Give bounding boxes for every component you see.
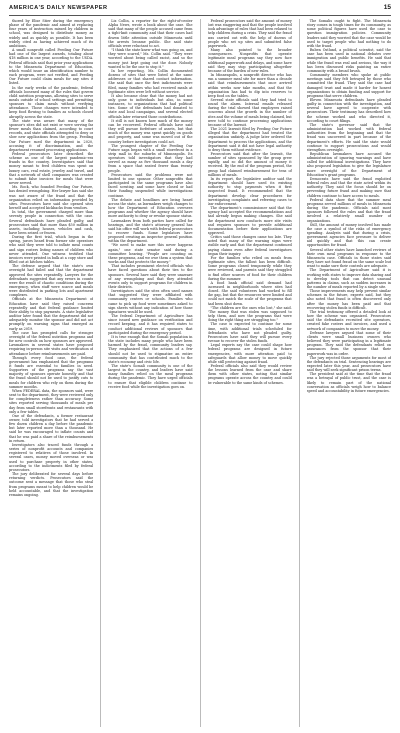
article-paragraph: During the first trial, which began in the spring, jurors heard from former site operators who said they were told to inflate meal counts and sign rosters listing names of children who never attended. One witness testified that invoices were printed in bulk at a copy store and filled out at kitchen tables. [9, 235, 94, 265]
article-column-1 [9, 19, 93, 727]
article-paragraph: Defense lawyers argued that some of their clients were small business owners who believed they were participating in a legitimate program. They said the defendants relied on assurances from the sponsor that their paperwork was in order. [306, 330, 391, 356]
article-paragraph: Ruben Ostlund, a political scientist, said the case has been used in national debates over immigration and public benefits. He said that while the fraud was real and serious, the way it has been discussed risks painting an entire community with a broad brush. [306, 48, 391, 73]
article-paragraph: It still is not known how much of the money can be recovered. Federal officials have said they will pursue forfeiture of assets, but that much of the money was spent quickly on goods and property, and some was moved out of the country before investigators could act. [108, 118, 193, 144]
article-paragraph: The president said at the time that the fraud was a betrayal of public trust, and the case is likely to remain part of the national conversation as officials weigh how to balance speed and accountability in future emergencies. [306, 372, 391, 393]
article-paragraph: Those improvements may help prevent similar schemes in the future, experts said, but they also noted that fraud is often discovered only after the money has been paid and that recovering stolen funds is difficult. [306, 289, 391, 310]
article-paragraph: The case has prompted calls for stronger oversight of the federal nutrition programs and for new controls on how sponsors are approved. Lawmakers in several states have proposed requiring in-person site visits and verification of attendance before reimbursements are paid. [9, 330, 94, 356]
article-paragraph: Many also pointed to the broader consequences. Nonprofits that operate legitimate meal programs say they now face additional paperwork and delays, and some have said they may stop participating altogether because of the burden of new rules. [207, 48, 292, 73]
article-paragraph: Legal experts say the case could shape how federal programs are designed in future emergencies, with more attention paid to safeguards that allow money to move quickly while still protecting against fraud. [207, 343, 292, 364]
article-paragraph: In its report, the legislative auditor said the department should have used its existing authority to stop payments when it first suspected fraud. It recommended that the department develop clear procedures for investigating complaints and referring cases to law enforcement. [207, 176, 292, 206]
article-paragraph: The youngest chapter of the Feeding Our Future saga began with a small storefront in a strip mall in the suburbs of Minneapolis. Its operators told investigators that they had served as many as five thousand meals a day from a space that seated fewer than twenty people. [108, 143, 193, 173]
article-paragraph: Investigators said the sites often used names that suggested they were affiliated with community centers or schools. Families who came to pick up food were sometimes asked to sign sheets without any indication of how those signatures would be used. [108, 289, 193, 314]
article-paragraph: Ms. Bock, who founded Feeding Our Future, has denied wrongdoing. Her lawyer has said she was not aware of the fraud and that the organization relied on information provided by sites. Prosecutors have said she opened sites herself and accepted kickbacks from vendors. [9, 185, 94, 211]
article-paragraph: "The children are the ones who lost," she said. "The money that was stolen was supposed to help them, and now the programs that were doing the right thing are struggling too." [207, 305, 292, 323]
section-label: AMERICA'S DAILY NEWSPAPER [9, 5, 108, 11]
article-paragraph: The jury deliberated for several days before returning verdicts. Prosecutors said the outcome sent a message that those who steal from programs meant to help children would be held accountable, and that the investigation remains ongoing. [9, 472, 94, 497]
header-rule [9, 15, 391, 16]
article-paragraph: The debate and headlines are being heard across the state, as lawmakers weigh changes to how the Department of Education oversees programs and whether the agency should have more authority to deny or revoke sponsor status. [108, 197, 193, 219]
article-paragraph: In the early weeks of the pandemic, federal officials loosened many of the rules that govern child nutrition programs, allowing sites to serve meals outside of school settings and permitting sponsors to claim meals without verifying attendance. Those changes were intended to keep food flowing to families as schools closed abruptly across the state. [9, 85, 94, 119]
article-paragraph: Through every food case, the federal government has emphasized that the programs it funds are essential to families in need. Supporters of the programs say the vast majority of sponsors operate honestly and that the fraud should not be used to justify cuts to meals for children who rely on them during the summer months. [9, 355, 94, 389]
article-paragraph: Prosecutors said the problems were not limited to one sponsor. Other nonprofits that participated in the same programs have also faced scrutiny, and some have closed or had their funding suspended while investigations continue. [108, 172, 193, 198]
article-paragraph: The Department of Agriculture said it is working with states to improve data sharing and to develop tools that can detect unusual patterns in claims, such as sudden increases in the number of meals reported by a single site. [306, 268, 391, 289]
article-paragraph: Community members who spoke at public meetings said they felt betrayed by those who committed the fraud. They said the case had damaged trust and made it harder for honest organizations to obtain funding and support for programs that serve children. [306, 73, 391, 98]
article-paragraph: Lawmakers from both parties have called for hearings, and the state's attorney general has said his office will work with federal prosecutors to recover funds. Some legislators have proposed creating an inspector general position within the department. [108, 218, 193, 244]
article-paragraph: The defense argued that the state's own oversight had failed and that the department approved the sites repeatedly. Lawyers for the defendants suggested that any errors in counts were the result of chaotic conditions during the emergency, when staff were scarce and meals were distributed in parking lots and apartment complexes. [9, 264, 94, 298]
page-header [9, 4, 391, 14]
article-paragraph: Critics said those changes came too late. They noted that many of the warning signs were visible early and that the department continued paying claims even after federal investigators began their inquiry. [207, 235, 292, 256]
article-paragraph: Officials at the Minnesota Department of Education have said they raised concerns repeatedly and that federal guidance limited their ability to stop payments. A state legislative auditor later found that the department did not adequately monitor the sponsor and did not act promptly on warning signs that emerged as early as 2019. [9, 297, 94, 331]
article-paragraph: The case is expected to continue for some time, with additional trials scheduled for defendants who have not pleaded guilty. Prosecutors have said they will pursue every avenue to recover the stolen funds. [207, 322, 292, 344]
article-paragraph: A small nonprofit called Feeding Our Future had one of the largest awards, totaling about $18 million in one year, according to the USDA. Federal officials said that prior year applications to the Minnesota Department of Education, which would issue an identification number to each program, were not verified, and Feeding Our Future could claim meals for any sites it listed. [9, 48, 94, 86]
article-paragraph: Federal officials also said they would review the lessons learned from the case and share them with other states, noting that similar programs operate across the country and could be vulnerable to the same kinds of schemes. [207, 363, 292, 385]
article-paragraph: Federal prosecutors said the amount of money lost was staggering and that the people involved took advantage of rules that had been relaxed to help children during a crisis. They said the fraud was carried out with the help of dozens of people who set up sites and submitted false paperwork. [207, 19, 292, 48]
article-column-4 [307, 19, 391, 727]
article-paragraph: The trial testimony offered a detailed look at how the scheme was organized. Prosecutors said the defendants recruited site operators, created fake rosters and invoices, and used a network of companies to move the money. [306, 309, 391, 331]
article-paragraph: Federal prosecutors later described the scheme as one of the largest pandemic-era frauds in the country. Investigators said that money meant to feed children was spent on luxury cars, real estate, jewelry and travel, and that a network of shell companies was created to submit false invoices for meals that were never served. [9, 152, 94, 186]
article-paragraph: It also became clear that the money had not only gone to individuals but also, in some instances, to organizations that had political ties. Some of the defendants had donated to state and local campaigns, and several elected officials later returned those contributions. [108, 93, 193, 119]
article-paragraph: In Minneapolis, a nonprofit director who has run a summer meal site for more than a decade said that reimbursements that once arrived within weeks now take months, and that the organization has had to dip into reserves to keep food on the tables. [207, 73, 292, 98]
article-paragraph: In total, the government charged more than seventy people in connection with the case. Several defendants have pleaded guilty, and prosecutors said that more than $50 million in assets, including houses, vehicles and cash, have been seized or frozen. [9, 210, 94, 235]
article-paragraph: Federal data show that the summer meal programs served millions of meals in Minnesota during the pandemic. Officials said most sponsors followed the rules and that the fraud involved a relatively small number of organizations. [306, 197, 391, 223]
article-paragraph: For the families who relied on meals from legitimate sites, the fallout has been difficult. Some programs closed temporarily while they were reviewed, and parents said they struggled to find other sources of food for their children during the summer. [207, 255, 292, 281]
article-paragraph: The federal Department of Agriculture has since issued new guidance on verification and record keeping, and it has required states to conduct additional reviews of sponsors that participated during the emergency period. [108, 314, 193, 335]
article-paragraph: Still, the amount of money involved has made the case a symbol of the risks of emergency spending. Analysts said that during a crisis, government agencies face pressure to deliver aid quickly and that this can create opportunities for fraud. [306, 222, 391, 248]
article-paragraph: Democrats have said the fraud exploited federal rules and that the state acted within its authority. They said the focus should be on preventing future fraud and making sure that children continue to have access to meals. [306, 176, 391, 198]
article-paragraph: The 2021 lawsuit filed by Feeding Our Future alleged that the department had treated the organization unfairly. A judge later ordered the department to process the applications, and the department said it did not have legal authority to deny them without evidence. [207, 127, 292, 152]
article-paragraph: Several state officials said they had tried to sound the alarm. Internal emails released during the trial showed that employees raised concerns about the growth in the number of sites and the volume of meals being claimed, but were told to continue processing applications because of the lawsuit. [207, 97, 292, 127]
article-paragraph: When FEDERAL data, the sponsors said, were sent to the department, they were reviewed only for completeness rather than accuracy. Some sites reported serving thousands of meals per day from small storefronts and restaurants with only a few tables. [9, 388, 94, 414]
article-paragraph: "We need to make sure this never happens again," one state senator said during a committee hearing. "People are counting on these programs, and we owe them a system that works and that protects the money." [108, 243, 193, 265]
column-divider [100, 19, 101, 727]
article-paragraph: The state's governor said that the administration had worked with federal authorities from the beginning and that the fraud was uncovered in part because of the department's efforts. He said the state would continue to support prosecutions and would strengthen oversight. [306, 122, 391, 152]
article-columns [9, 19, 391, 727]
article-paragraph: thored by Elise Stier during the emergency phase of the pandemic and aimed at replacing four years of instruction missed by children in school, was designed to distribute money as widely and as quickly as possible. It has been widely cited as having achieved much of its ambitions. [9, 19, 94, 48]
article-paragraph: Several other states have launched reviews of their own meal programs in response to the Minnesota case. Officials in those states said they have not found fraud on the same scale but want to make sure their controls are adequate. [306, 247, 391, 269]
article-paragraph: That includes prominent elected officials who have faced questions about their ties to the sponsors. Several have said they were unaware of any wrongdoing and that they attended events only to support programs for children in their districts. [108, 264, 193, 289]
article-paragraph: The Somalis ought to fight. The Minnesota story comes in tough times for its community, as some political figures have used the case to question immigration policies. Community leaders said they worried that the case would be used to target people who had nothing to do with the fraud. [306, 19, 391, 48]
article-paragraph: One of the defendants, a former restaurant owner, told investigators that he had served a few dozen children a day before the pandemic but later reported more than a thousand. He said he was encouraged to inflate counts and that he was paid a share of the reimbursements in return. [9, 413, 94, 443]
article-paragraph: The state was aware that many of the sponsor's sites did not exist or were serving far fewer meals than claimed, according to court records, and state officials attempted to deny or slow new applications from the group. Feeding Our Future sued the department in 2020, accusing it of discrimination, and the department resumed processing applications. [9, 118, 94, 152]
article-paragraph: Prosecutors said that after the lawsuit, the number of sites sponsored by the group grew rapidly, and so did the amount of money it received. By the end of the program period, the group had claimed reimbursement for tens of millions of meals. [207, 152, 292, 177]
column-divider [299, 19, 300, 727]
page-number: 15 [383, 4, 391, 11]
article-paragraph: Republican lawmakers have accused the administration of ignoring warnings and have called for additional investigations. They have also proposed legislation to give the legislature more oversight of the Department of Education's grant programs. [306, 152, 391, 177]
article-paragraph: In her reporting, Ms. Collin documented dozens of sites that were listed at the same addresses or that shared contact information. She said that once the first indictments were filed, many families who had received meals at legitimate sites were left without service. [108, 68, 193, 94]
article-paragraph: It is true enough that the Somali population in the state includes many people who have been harmed by the fraud, community leaders say. They emphasized that the actions of a few should not be used to stigmatize an entire community that has contributed much to the state's economy and civic life. [108, 334, 193, 364]
article-paragraph: Investigators also traced funds through a series of nonprofit accounts and companies registered to relatives of those involved. In several cases, money moved overseas or was used to purchase property in other states, according to the indictments filed by federal prosecutors. [9, 442, 94, 472]
article-paragraph: The jury rejected those arguments for most of the defendants on trial. Sentencing hearings are expected later this year, and prosecutors have said they will seek significant prison terms. [306, 355, 391, 373]
article-paragraph: A food bank official said demand had increased in neighborhoods where sites had closed. She said volunteers had worked to fill the gap, but that the resources were limited and could not match the scale of the programs that had been shut down. [207, 280, 292, 306]
column-divider [200, 19, 201, 727]
article-column-2 [108, 19, 192, 727]
article-paragraph: The department's commissioner said that the agency had accepted the recommendations and had already begun making changes. She said the department now conducts more site visits and requires sponsors to provide additional documentation before their applications are approved. [207, 206, 292, 235]
article-paragraph: Liz Collin, a reporter for the right-of-center Alpha News, wrote a book about the case. She said that many of the people accused came from a tight-knit community and that their cases had drawn little attention outside Minnesota until the arrests became public. She said state officials were reluctant to act. [108, 19, 193, 48]
article-paragraph: "I think the state knew what was going on, and they were scared," Ms. Collin said. "They were worried about being called racist, and so the money just kept going out the door. Nobody wanted to be the one to stop it." [108, 48, 193, 69]
article-paragraph: The state's Somali community is one of the largest in the country, and leaders have said many families relied on the meal programs during the pandemic. They have urged officials to ensure that eligible children continue to receive food while the investigation goes on. [108, 363, 193, 389]
article-paragraph: Eleven Minnesota defendants have pleaded guilty in connection with the investigation, and several have agreed to cooperate with prosecutors. Their testimony has described how the scheme worked and who directed it, according to court filings. [306, 97, 391, 123]
article-column-3 [208, 19, 292, 727]
